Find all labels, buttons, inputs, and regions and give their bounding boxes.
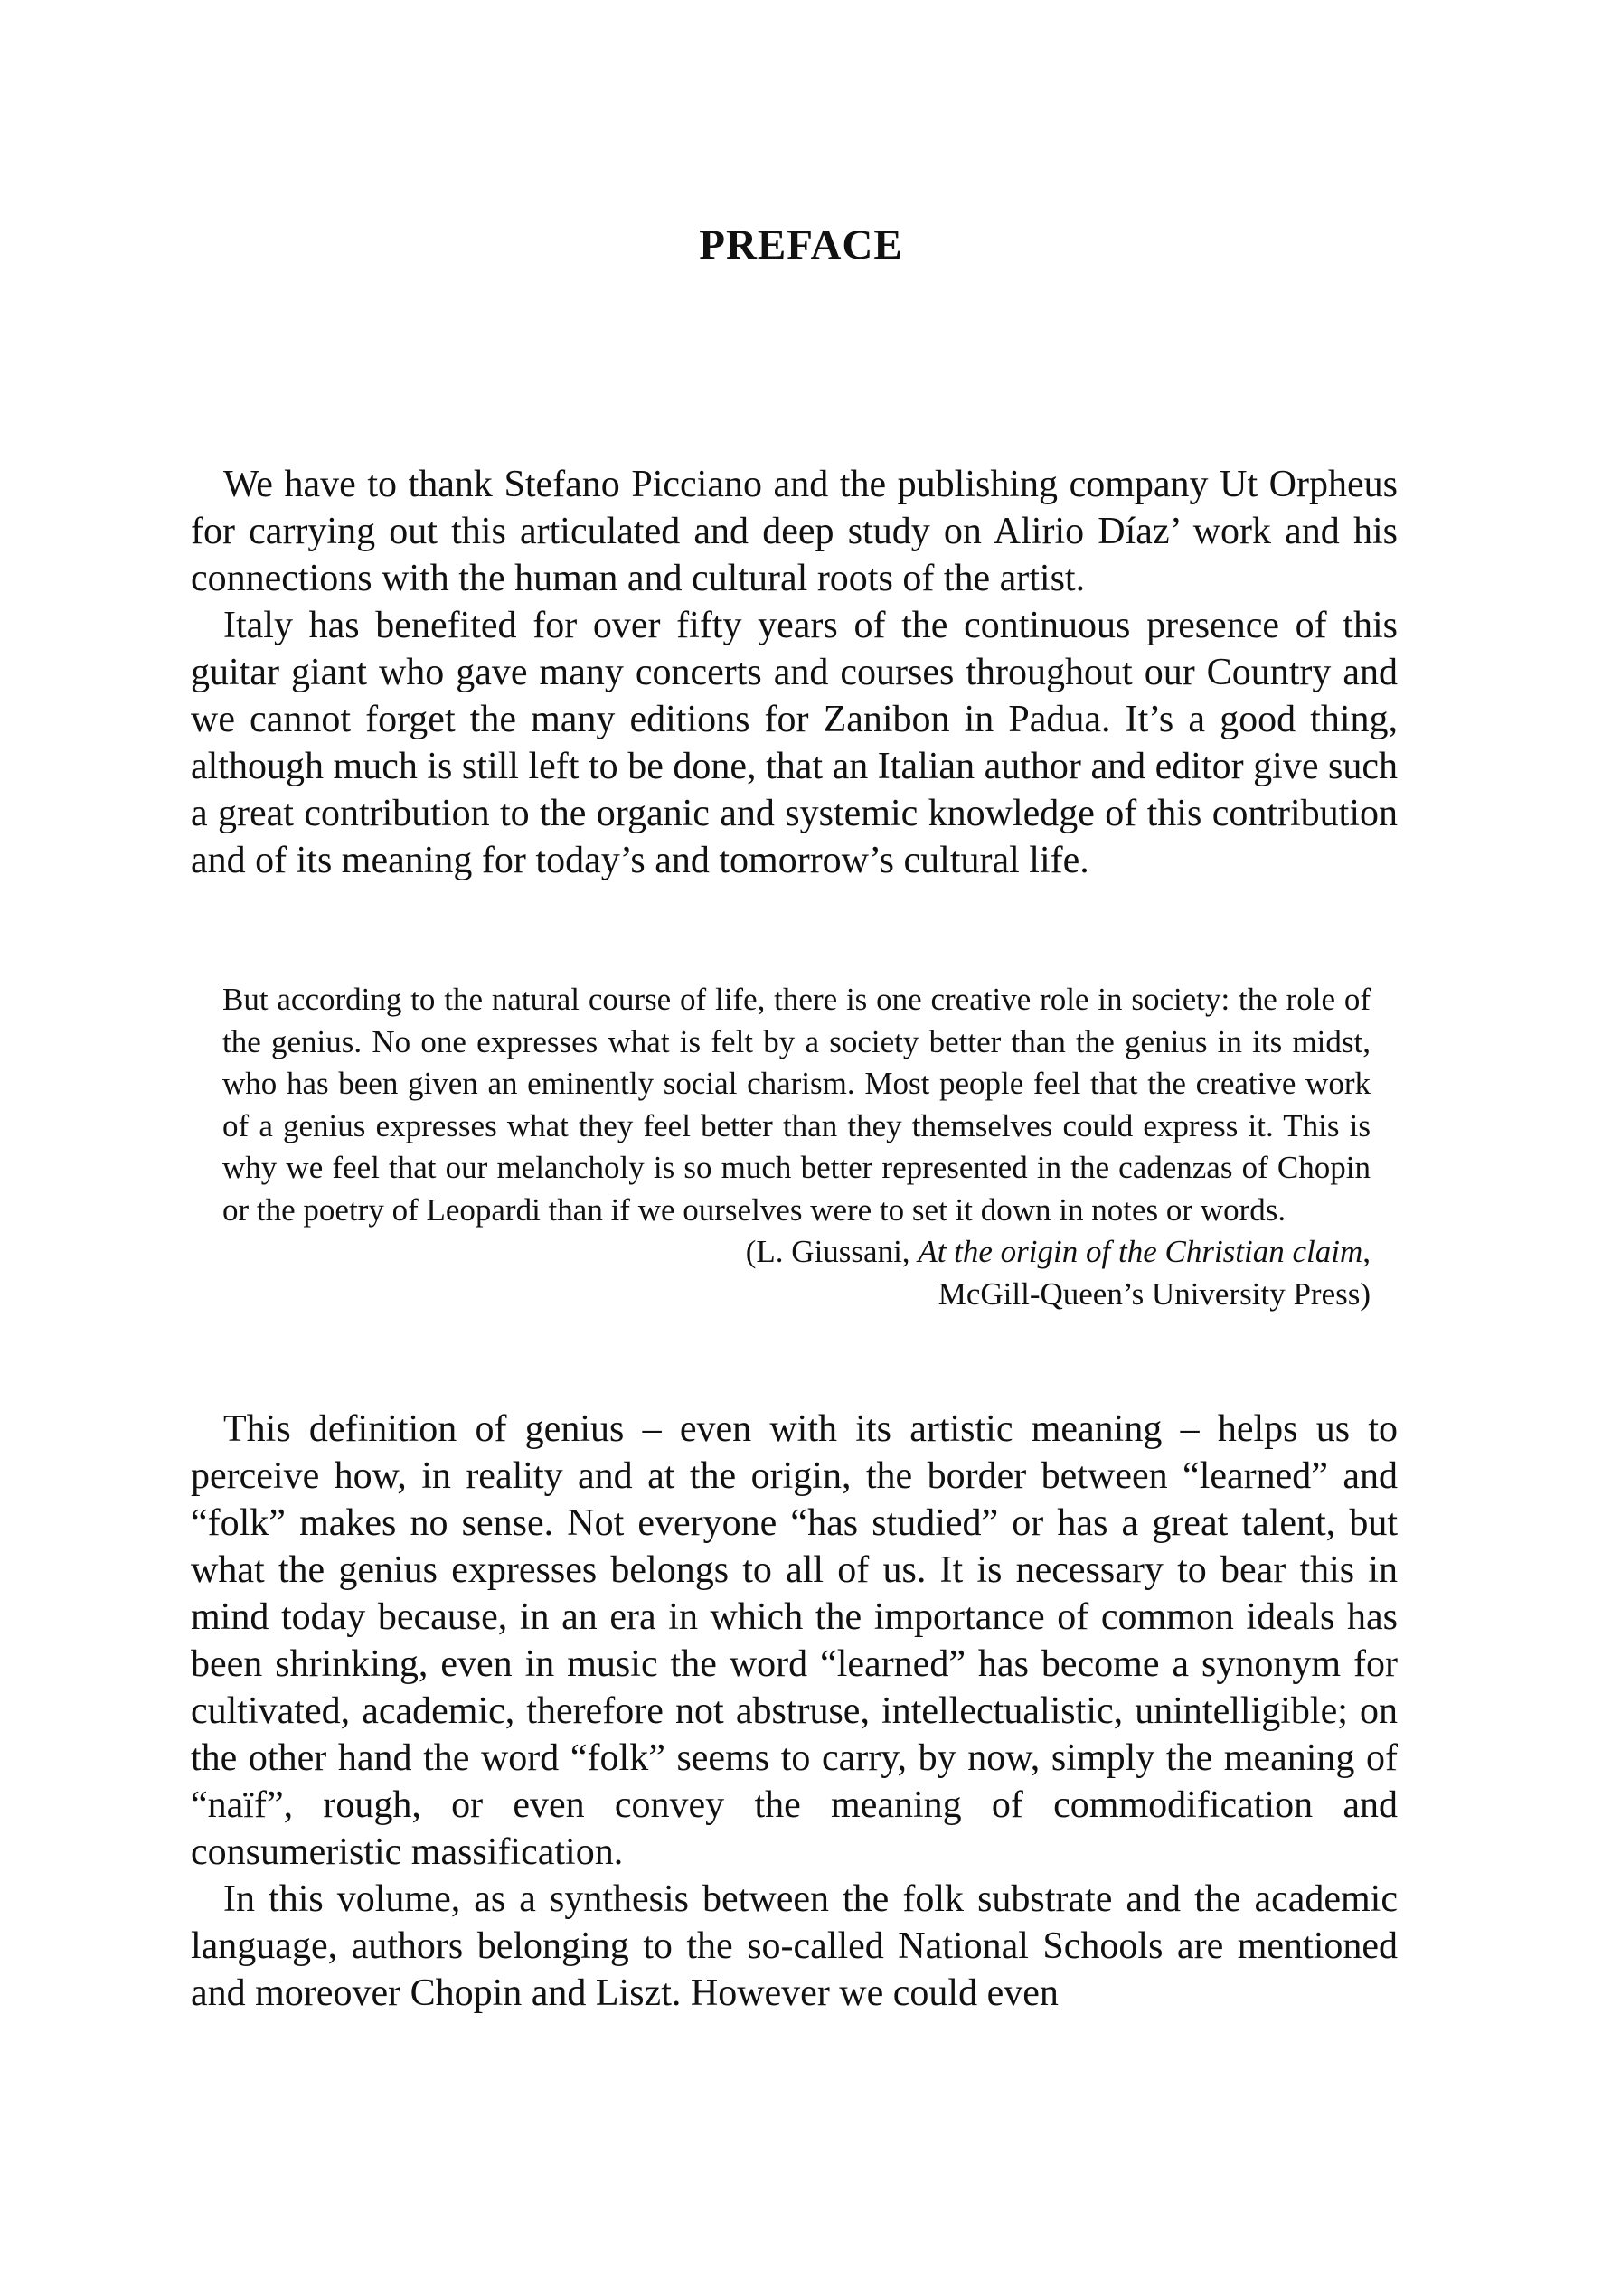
quote-text: But according to the natural course of life, there is one creative role in society: the role of the genius. No one expresses what is felt by a society better than the genius in its midst, who has been given an eminently social charism. Most people feel that the creative work of a genius expresses what they feel better than they themselves could express it. This is why we feel that our melancholy is so much better represented in the cadenzas of Chopin or the poetry of Leopardi than if we ourselves were to set it down in notes or words. xyxy=(222,982,1371,1228)
citation-title: At the origin of the Christian claim xyxy=(918,1234,1363,1269)
paragraph: We have to thank Stefano Picciano and the publishing company Ut Orpheus for carrying out this articulated and deep study on Alirio Díaz’ work and his connections with the human and cultural roots of the artist. xyxy=(191,464,1398,599)
citation-line xyxy=(222,1231,1371,1274)
block-quote xyxy=(222,979,1371,1315)
quote-citation xyxy=(222,1231,1371,1315)
discussion-section xyxy=(191,1406,1398,2017)
paragraph: This definition of genius – even with its artistic meaning – helps us to perceive how, in reality and at the origin, the border between “learned” and “folk” makes no sense. Not everyone “has studied” or has a great talent, but what the genius expresses belongs to all of us. It is necessary to bear this in mind today because, in an era in which the importance of common ideals has been shrinking, even in music the word “learned” has become a synonym for cultivated, academic, therefore not abstruse, intellectualistic, unintelligible; on the other hand the word “folk” seems to carry, by now, simply the meaning of “naïf”, rough, or even convey the meaning of commodification and consumeristic massification. xyxy=(191,1408,1398,1873)
intro-section xyxy=(191,461,1398,884)
paragraph: Italy has benefited for over fifty years of the continuous presence of this guitar giant who gave many concerts and courses throughout our Country and we cannot forget the many editions for Zanibon in Padua. It’s a good thing, although much is still left to be done, that an Italian author and editor give such a great contribution to the organic and systemic knowledge of this contribution and of its meaning for today’s and tomorrow’s cultural life. xyxy=(191,605,1398,881)
citation-suffix: , xyxy=(1362,1234,1371,1269)
paragraph: In this volume, as a synthesis between the folk substrate and the academic language, authors belonging to the so-called National Schools are mentioned and moreover Chopin and Liszt. However we could even xyxy=(191,1878,1398,2014)
page-title: PREFACE xyxy=(699,221,903,268)
citation-prefix: (L. Giussani, xyxy=(745,1234,919,1269)
citation-publisher: McGill-Queen’s University Press) xyxy=(938,1275,1371,1312)
